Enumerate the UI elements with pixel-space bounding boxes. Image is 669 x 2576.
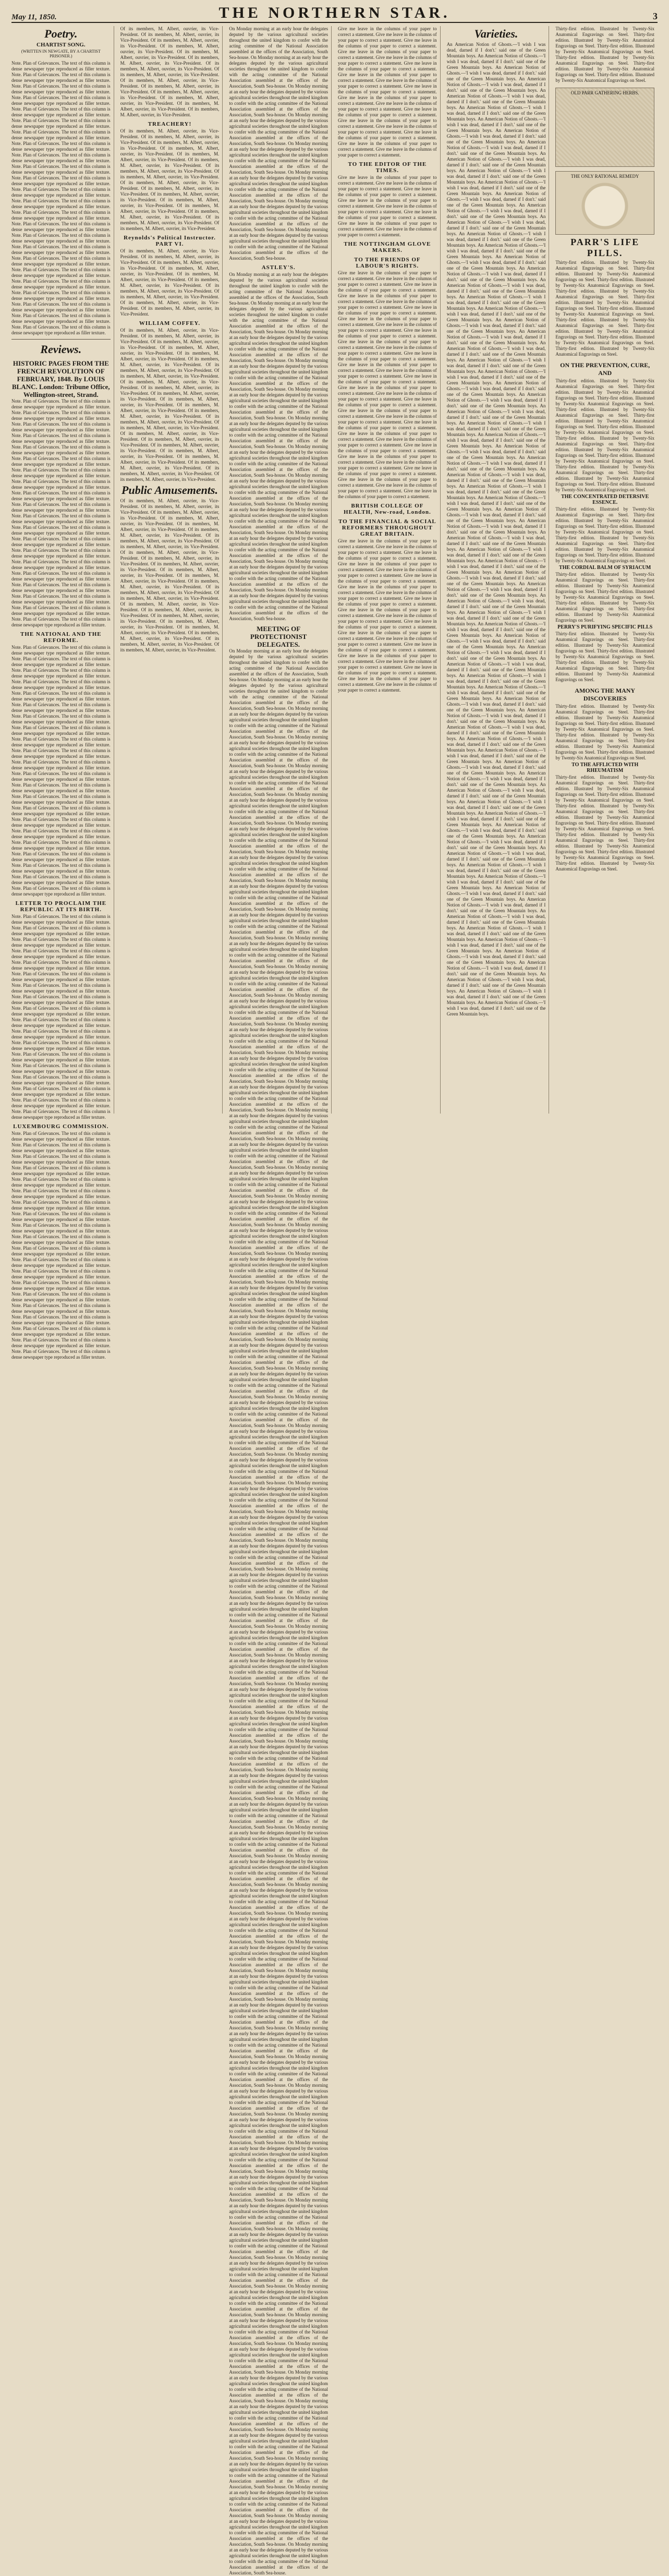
ad-title: AMONG THE MANY DISCOVERIES [575,687,636,702]
column-3 [229,26,332,2575]
ad-body: Thirty-first edition. Illustrated by Twenty-Six Anatomical Engravings on Steel. Thirty-first edition. Illustrated by Twenty-Six Anatomical Engravings on Steel. Thirty-first edition. Illustrated by Twenty-Six Anatomical Engravings on Steel. Thirty-first edition. Illustrated by Twenty-Six Anatomical Engravings on Steel. Thirty-first edition. Illustrated by Twenty-Six Anatomical Engravings on Steel. Thirty-first edition. Illustrated by Twenty-Six Anatomical Engravings on Steel. [555,704,655,760]
poem-subtitle: (WRITTEN IN NEWGATE, BY A CHARTIST PRISONER.) [21,49,101,58]
article-body: Of its members, M. Albert, ouvrier, its Vice-President. Of its members, M. Albert, ouvrier, its Vice-President. Of its members, M. Albert, ouvrier, its Vice-President. Of its members, M. Albert, ouvrier, its Vice-President. Of its members, M. Albert, ouvrier, its Vice-President. Of its members, M. Albert, ouvrier, its Vice-President. Of its members, M. Albert, ouvrier, its Vice-President. Of its members, M. Albert, ouvrier, its Vice-President. Of its members, M. Albert, ouvrier, its Vice-President. Of its members, M. Albert, ouvrier, its Vice-President. Of its members, M. Albert, ouvrier, its Vice-President. Of its members, M. Albert, ouvrier, its Vice-President. Of its members, M. Albert, ouvrier, its Vice-President. Of its members, M. Albert, ouvrier, its Vice-President. [120,26,220,117]
column-6 [555,26,658,1114]
article-body: Of its members, M. Albert, ouvrier, its Vice-President. Of its members, M. Albert, ouvrier, its Vice-President. Of its members, M. Albert, ouvrier, its Vice-President. Of its members, M. Albert, ouvrier, its Vice-President. Of its members, M. Albert, ouvrier, its Vice-President. Of its members, M. Albert, ouvrier, its Vice-President. Of its members, M. Albert, ouvrier, its Vice-President. Of its members, M. Albert, ouvrier, its Vice-President. Of its members, M. Albert, ouvrier, its Vice-President. Of its members, M. Albert, ouvrier, its Vice-President. Of its members, M. Albert, ouvrier, its Vice-President. Of its members, M. Albert, ouvrier, its Vice-President. Of its members, M. Albert, ouvrier, its Vice-President. Of its members, M. Albert, ouvrier, its Vice-President. Of its members, M. Albert, ouvrier, its Vice-President. Of its members, M. Albert, ouvrier, its Vice-President. [120,128,220,231]
ad-body: Thirty-first edition. Illustrated by Twenty-Six Anatomical Engravings on Steel. Thirty-first edition. Illustrated by Twenty-Six Anatomical Engravings on Steel. Thirty-first edition. Illustrated by Twenty-Six Anatomical Engravings on Steel. Thirty-first edition. Illustrated by Twenty-Six Anatomical Engravings on Steel. Thirty-first edition. Illustrated by Twenty-Six Anatomical Engravings on Steel. [555,631,655,682]
poetry-heading: Poetry. [44,27,78,40]
article-body: Note. Plan of Grievances. The text of this column is dense newspaper type reproduced as filler texture. Note. Plan of Grievances. The text of this column is dense newspaper type reproduced as filler texture. Note. Plan of Grievances. The text of this column is dense newspaper type reproduced as filler texture. Note. Plan of Grievances. The text of this column is dense newspaper type reproduced as filler texture. Note. Plan of Grievances. The text of this column is dense newspaper type reproduced as filler texture. Note. Plan of Grievances. The text of this column is dense newspaper type reproduced as filler texture. Note. Plan of Grievances. The text of this column is dense newspaper type reproduced as filler texture. Note. Plan of Grievances. The text of this column is dense newspaper type reproduced as filler texture. Note. Plan of Grievances. The text of this column is dense newspaper type reproduced as filler texture. Note. Plan of Grievances. The text of this column is dense newspaper type reproduced as filler texture. Note. Plan of Grievances. The text of this column is dense newspaper type reproduced as filler texture. Note. Plan of Grievances. The text of this column is dense newspaper type reproduced as filler texture. Note. Plan of Grievances. The text of this column is dense newspaper type reproduced as filler texture. Note. Plan of Grievances. The text of this column is dense newspaper type reproduced as filler texture. Note. Plan of Grievances. The text of this column is dense newspaper type reproduced as filler texture. Note. Plan of Grievances. The text of this column is dense newspaper type reproduced as filler texture. Note. Plan of Grievances. The text of this column is dense newspaper type reproduced as filler texture. Note. Plan of Grievances. The text of this column is dense newspaper type reproduced as filler texture. [11,914,111,1120]
ad-title: PERRY'S PURIFYING SPECIFIC PILLS [557,624,653,630]
article-body: Of its members, M. Albert, ouvrier, its Vice-President. Of its members, M. Albert, ouvrier, its Vice-President. Of its members, M. Albert, ouvrier, its Vice-President. Of its members, M. Albert, ouvrier, its Vice-President. Of its members, M. Albert, ouvrier, its Vice-President. Of its members, M. Albert, ouvrier, its Vice-President. Of its members, M. Albert, ouvrier, its Vice-President. Of its members, M. Albert, ouvrier, its Vice-President. Of its members, M. Albert, ouvrier, its Vice-President. Of its members, M. Albert, ouvrier, its Vice-President. Of its members, M. Albert, ouvrier, its Vice-President. Of its members, M. Albert, ouvrier, its Vice-President. Of its members, M. Albert, ouvrier, its Vice-President. Of its members, M. Albert, ouvrier, its Vice-President. Of its members, M. Albert, ouvrier, its Vice-President. Of its members, M. Albert, ouvrier, its Vice-President. Of its members, M. Albert, ouvrier, its Vice-President. Of its members, M. Albert, ouvrier, its Vice-President. Of its members, M. Albert, ouvrier, its Vice-President. Of its members, M. Albert, ouvrier, its Vice-President. Of its members, M. Albert, ouvrier, its Vice-President. Of its members, M. Albert, ouvrier, its Vice-President. Of its members, M. Albert, ouvrier, its Vice-President. Of its members, M. Albert, ouvrier, its Vice-President. [120,328,220,482]
column-4 [338,26,441,1114]
newspaper-title: THE NORTHERN STAR. [218,4,451,21]
article-body: Give me leave in the columns of your paper to correct a statement. Give me leave in the columns of your paper to correct a statement. Give me leave in the columns of your paper to correct a statement. Give me leave in the columns of your paper to correct a statement. Give me leave in the columns of your paper to correct a statement. Give me leave in the columns of your paper to correct a statement. Give me leave in the columns of your paper to correct a statement. Give me leave in the columns of your paper to correct a statement. Give me leave in the columns of your paper to correct a statement. Give me leave in the columns of your paper to correct a statement. Give me leave in the columns of your paper to correct a statement. Give me leave in the columns of your paper to correct a statement. Give me leave in the columns of your paper to correct a statement. Give me leave in the columns of your paper to correct a statement. Give me leave in the columns of your paper to correct a statement. Give me leave in the columns of your paper to correct a statement. Give me leave in the columns of your paper to correct a statement. Give me leave in the columns of your paper to correct a statement. Give me leave in the columns of your paper to correct a statement. Give me leave in the columns of your paper to correct a statement. [338,538,437,693]
article-body: On Monday morning at an early hour the delegates deputed by the various agricultural societies throughout the united kingdom to confer with the acting committee of the National Association assembled at the offices of the Association, South Sea-house. On Monday morning at an early hour the delegates deputed by the various agricultural societies throughout the united kingdom to confer with the acting committee of the National Association assembled at the offices of the Association, South Sea-house. On Monday morning at an early hour the delegates deputed by the various agricultural societies throughout the united kingdom to confer with the acting committee of the National Association assembled at the offices of the Association, South Sea-house. On Monday morning at an early hour the delegates deputed by the various agricultural societies throughout the united kingdom to confer with the acting committee of the National Association assembled at the offices of the Association, South Sea-house. On Monday morning at an early hour the delegates deputed by the various agricultural societies throughout the united kingdom to confer with the acting committee of the National Association assembled at the offices of the Association, South Sea-house. On Monday morning at an early hour the delegates deputed by the various agricultural societies throughout the united kingdom to confer with the acting committee of the National Association assembled at the offices of the Association, South Sea-house. On Monday morning at an early hour the delegates deputed by the various agricultural societies throughout the united kingdom to confer with the acting committee of the National Association assembled at the offices of the Association, South Sea-house. On Monday morning at an early hour the delegates deputed by the various agricultural societies throughout the united kingdom to confer with the acting committee of the National Association assembled at the offices of the Association, South Sea-house. On Monday morning at an early hour the delegates deputed by the various agricultural societies throughout the united kingdom to confer with the acting committee of the National Association assembled at the offices of the Association, South Sea-house. On Monday morning at an early hour the delegates deputed by the various agricultural societies throughout the united kingdom to confer with the acting committee of the National Association assembled at the offices of the Association, South Sea-house. On Monday morning at an early hour the delegates deputed by the various agricultural societies throughout the united kingdom to confer with the acting committee of the National Association assembled at the offices of the Association, South Sea-house. On Monday morning at an early hour the delegates deputed by the various agricultural societies throughout the united kingdom to confer with the acting committee of the National Association assembled at the offices of the Association, South Sea-house. On Monday morning at an early hour the delegates deputed by the various agricultural societies throughout the united kingdom to confer with the acting committee of the National Association assembled at the offices of the Association, South Sea-house. On Monday morning at an early hour the delegates deputed by the various agricultural societies throughout the united kingdom to confer with the acting committee of the National Association assembled at the offices of the Association, South Sea-house. On Monday morning at an early hour the delegates deputed by the various agricultural societies throughout the united kingdom to confer with the acting committee of the National Association assembled at the offices of the Association, South Sea-house. On Monday morning at an early hour the delegates deputed by the various agricultural societies throughout the united kingdom to confer with the acting committee of the National Association assembled at the offices of the Association, South Sea-house. On Monday morning at an early hour the delegates deputed by the various agricultural societies throughout the united kingdom to confer with the acting committee of the National Association assembled at the offices of the Association, South Sea-house. On Monday morning at an early hour the delegates deputed by the various agricultural societies throughout the united kingdom to confer with the acting committee of the National Association assembled at the offices of the Association, South Sea-house. On Monday morning at an early hour the delegates deputed by the various agricultural societies throughout the united kingdom to confer with the acting committee of the National Association assembled at the offices of the Association, South Sea-house. On Monday morning at an early hour the delegates deputed by the various agricultural societies throughout the united kingdom to confer with the acting committee of the National Association assembled at the offices of the Association, South Sea-house. On Monday morning at an early hour the delegates deputed by the various agricultural societies throughout the united kingdom to confer with the acting committee of the National Association assembled at the offices of the Association, South Sea-house. On Monday morning at an early hour the delegates deputed by the various agricultural societies throughout the united kingdom to confer with the acting committee of the National Association assembled at the offices of the Association, South Sea-house. On Monday morning at an early hour the delegates deputed by the various agricultural societies throughout the united kingdom to confer with the acting committee of the National Association assembled at the offices of the Association, South Sea-house. On Monday morning at an early hour the delegates deputed by the various agricultural societies throughout the united kingdom to confer with the acting committee of the National Association assembled at the offices of the Association, South Sea-house. On Monday morning at an early hour the delegates deputed by the various agricultural societies throughout the united kingdom to confer with the acting committee of the National Association assembled at the offices of the Association, South Sea-house. On Monday morning at an early hour the delegates deputed by the various agricultural societies throughout the united kingdom to confer with the acting committee of the National Association assembled at the offices of the Association, South Sea-house. On Monday morning at an early hour the delegates deputed by the various agricultural societies throughout the united kingdom to confer with the acting committee of the National Association assembled at the offices of the Association, South Sea-house. On Monday morning at an early hour the delegates deputed by the various agricultural societies throughout the united kingdom to confer with the acting committee of the National Association assembled at the offices of the Association, South Sea-house. On Monday morning at an early hour the delegates deputed by the various agricultural societies throughout the united kingdom to confer with the acting committee of the National Association assembled at the offices of the Association, South Sea-house. On Monday morning at an early hour the delegates deputed by the various agricultural societies throughout the united kingdom to confer with the acting committee of the National Association assembled at the offices of the Association, South Sea-house. On Monday morning at an early hour the delegates deputed by the various agricultural societies throughout the united kingdom to confer with the acting committee of the National Association assembled at the offices of the Association, South Sea-house. On Monday morning at an early hour the delegates deputed by the various agricultural societies throughout the united kingdom to confer with the acting committee of the National Association assembled at the offices of the Association, South Sea-house. On Monday morning at an early hour the delegates deputed by the various agricultural societies throughout the united kingdom to confer with the acting committee of the National Association assembled at the offices of the Association, South Sea-house. On Monday morning at an early hour the delegates deputed by the various agricultural societies throughout the united kingdom to confer with the acting committee of the National Association assembled at the offices of the Association, South Sea-house. On Monday morning at an early hour the delegates deputed by the various agricultural societies throughout the united kingdom to confer with the acting committee of the National Association assembled at the offices of the Association, South Sea-house. On Monday morning at an early hour the delegates deputed by the various agricultural societies throughout the united kingdom to confer with the acting committee of the National Association assembled at the offices of the Association, South Sea-house. On Monday morning at an early hour the delegates deputed by the various agricultural societies throughout the united kingdom to confer with the acting committee of the National Association assembled at the offices of the Association, South Sea-house. On Monday morning at an early hour the delegates deputed by the various agricultural societies throughout the united kingdom to confer with the acting committee of the National Association assembled at the offices of the Association, South Sea-house. On Monday morning at an early hour the delegates deputed by the various agricultural societies throughout the united kingdom to confer with the acting committee of the National Association assembled at the offices of the Association, South Sea-house. On Monday morning at an early hour the delegates deputed by the various agricultural societies throughout the united kingdom to confer with the acting committee of the National Association assembled at the offices of the Association, South Sea-house. On Monday morning at an early hour the delegates deputed by the various agricultural societies throughout the united kingdom to confer with the acting committee of the National Association assembled at the offices of the Association, South Sea-house. On Monday morning at an early hour the delegates deputed by the various agricultural societies throughout the united kingdom to confer with the acting committee of the National Association assembled at the offices of the Association, South Sea-house. On Monday morning at an early hour the delegates deputed by the various agricultural societies throughout the united kingdom to confer with the acting committee of the National Association assembled at the offices of the Association, South Sea-house. On Monday morning at an early hour the delegates deputed by the various agricultural societies throughout the united kingdom to confer with the acting committee of the National Association assembled at the offices of the Association, South Sea-house. On Monday morning at an early hour the delegates deputed by the various agricultural societies throughout the united kingdom to confer with the acting committee of the National Association assembled at the offices of the Association, South Sea-house. On Monday morning at an early hour the delegates deputed by the various agricultural societies throughout the united kingdom to confer with the acting committee of the National Association assembled at the offices of the Association, South Sea-house. On Monday morning at an early hour the delegates deputed by the various agricultural societies throughout the united kingdom to confer with the acting committee of the National Association assembled at the offices of the Association, South Sea-house. On Monday morning at an early hour the delegates deputed by the various agricultural societies throughout the united kingdom to confer with the acting committee of the National Association assembled at the offices of the Association, South Sea-house. On Monday morning at an early hour the delegates deputed by the various agricultural societies throughout the united kingdom to confer with the acting committee of the National Association assembled at the offices of the Association, South Sea-house. On Monday morning at an early hour the delegates deputed by the various agricultural societies throughout the united kingdom to confer with the acting committee of the National Association assembled at the offices of the Association, South Sea-house. On Monday morning at an early hour the delegates deputed by the various agricultural societies throughout the united kingdom to confer with the acting committee of the National Association assembled at the offices of the Association, South Sea-house. On Monday morning at an early hour the delegates deputed by the various agricultural societies throughout the united kingdom to confer with the acting committee of the National Association assembled at the offices of the Association, South Sea-house. On Monday morning at an early hour the delegates deputed by the various agricultural societies throughout the united kingdom to confer with the acting committee of the National Association assembled at the offices of the Association, South Sea-house. On Monday morning at an early hour the delegates deputed by the various agricultural societies throughout the united kingdom to confer with the acting committee of the National Association assembled at the offices of the Association, South Sea-house. On Monday morning at an early hour the delegates deputed by the various agricultural societies throughout the united kingdom to confer with the acting committee of the National Association assembled at the offices of the Association, South Sea-house. On Monday morning at an early hour the delegates deputed by the various agricultural societies throughout the united kingdom to confer with the acting committee of the National Association assembled at the offices of the Association, South Sea-house. On Monday morning at an early hour the delegates deputed by the various agricultural societies throughout the united kingdom to confer with the acting committee of the National Association assembled at the offices of the Association, South Sea-house. On Monday morning at an early hour the delegates deputed by the various agricultural societies throughout the united kingdom to confer with the acting committee of the National Association assembled at the offices of the Association, South Sea-house. On Monday morning at an early hour the delegates deputed by the various agricultural societies throughout the united kingdom to confer with the acting committee of the National Association assembled at the offices of the Association, South Sea-house. On Monday morning at an early hour the delegates deputed by the various agricultural societies throughout the united kingdom to confer with the acting committee of the National Association assembled at the offices of the Association, South Sea-house. On Monday morning at an early hour the delegates deputed by the various agricultural societies throughout the united kingdom to confer with the acting committee of the National Association assembled at the offices of the Association, South Sea-house. On Monday morning at an early hour the delegates deputed by the various agricultural societies throughout the united kingdom to confer with the acting committee of the National Association assembled at the offices of the Association, South Sea-house. On Monday morning at an early hour the delegates deputed by the various agricultural societies throughout the united kingdom to confer with the acting committee of the National Association assembled at the offices of the Association, South Sea-house. On Monday morning at an early hour the delegates deputed by the various agricultural societies throughout the united kingdom to confer with the acting committee of the National Association assembled at the offices of the Association, South Sea-house. On Monday morning at an early hour the delegates deputed by the various agricultural societies throughout the united kingdom to confer with the acting committee of the National Association assembled at the offices of the Association, South Sea-house. On Monday morning at an early hour the delegates deputed by the various agricultural societies throughout the united kingdom to confer with the acting committee of the National Association assembled at the offices of the Association, South Sea-house. On Monday morning at an early hour the delegates deputed by the various agricultural societies throughout the united kingdom to confer with the acting committee of the National Association assembled at the offices of the Association, South Sea-house. [229,648,329,2575]
article-body: On Monday morning at an early hour the delegates deputed by the various agricultural societies throughout the united kingdom to confer with the acting committee of the National Association assembled at the offices of the Association, South Sea-house. On Monday morning at an early hour the delegates deputed by the various agricultural societies throughout the united kingdom to confer with the acting committee of the National Association assembled at the offices of the Association, South Sea-house. On Monday morning at an early hour the delegates deputed by the various agricultural societies throughout the united kingdom to confer with the acting committee of the National Association assembled at the offices of the Association, South Sea-house. On Monday morning at an early hour the delegates deputed by the various agricultural societies throughout the united kingdom to confer with the acting committee of the National Association assembled at the offices of the Association, South Sea-house. On Monday morning at an early hour the delegates deputed by the various agricultural societies throughout the united kingdom to confer with the acting committee of the National Association assembled at the offices of the Association, South Sea-house. On Monday morning at an early hour the delegates deputed by the various agricultural societies throughout the united kingdom to confer with the acting committee of the National Association assembled at the offices of the Association, South Sea-house. On Monday morning at an early hour the delegates deputed by the various agricultural societies throughout the united kingdom to confer with the acting committee of the National Association assembled at the offices of the Association, South Sea-house. On Monday morning at an early hour the delegates deputed by the various agricultural societies throughout the united kingdom to confer with the acting committee of the National Association assembled at the offices of the Association, South Sea-house. On Monday morning at an early hour the delegates deputed by the various agricultural societies throughout the united kingdom to confer with the acting committee of the National Association assembled at the offices of the Association, South Sea-house. On Monday morning at an early hour the delegates deputed by the various agricultural societies throughout the united kingdom to confer with the acting committee of the National Association assembled at the offices of the Association, South Sea-house. On Monday morning at an early hour the delegates deputed by the various agricultural societies throughout the united kingdom to confer with the acting committee of the National Association assembled at the offices of the Association, South Sea-house. On Monday morning at an early hour the delegates deputed by the various agricultural societies throughout the united kingdom to confer with the acting committee of the National Association assembled at the offices of the Association, South Sea-house. [229,272,329,621]
article-body: Note. Plan of Grievances. The text of this column is dense newspaper type reproduced as filler texture. Note. Plan of Grievances. The text of this column is dense newspaper type reproduced as filler texture. Note. Plan of Grievances. The text of this column is dense newspaper type reproduced as filler texture. Note. Plan of Grievances. The text of this column is dense newspaper type reproduced as filler texture. Note. Plan of Grievances. The text of this column is dense newspaper type reproduced as filler texture. Note. Plan of Grievances. The text of this column is dense newspaper type reproduced as filler texture. Note. Plan of Grievances. The text of this column is dense newspaper type reproduced as filler texture. Note. Plan of Grievances. The text of this column is dense newspaper type reproduced as filler texture. Note. Plan of Grievances. The text of this column is dense newspaper type reproduced as filler texture. Note. Plan of Grievances. The text of this column is dense newspaper type reproduced as filler texture. Note. Plan of Grievances. The text of this column is dense newspaper type reproduced as filler texture. Note. Plan of Grievances. The text of this column is dense newspaper type reproduced as filler texture. Note. Plan of Grievances. The text of this column is dense newspaper type reproduced as filler texture. Note. Plan of Grievances. The text of this column is dense newspaper type reproduced as filler texture. Note. Plan of Grievances. The text of this column is dense newspaper type reproduced as filler texture. Note. Plan of Grievances. The text of this column is dense newspaper type reproduced as filler texture. Note. Plan of Grievances. The text of this column is dense newspaper type reproduced as filler texture. Note. Plan of Grievances. The text of this column is dense newspaper type reproduced as filler texture. Note. Plan of Grievances. The text of this column is dense newspaper type reproduced as filler texture. Note. Plan of Grievances. The text of this column is dense newspaper type reproduced as filler texture. [11,1131,111,1360]
illustration-caption: OLD PARR GATHERING HERBS. [570,90,639,95]
woodcut-illustration [555,88,654,167]
amusements-heading: Public Amusements. [121,483,218,497]
ad-body: Thirty-first edition. Illustrated by Twenty-Six Anatomical Engravings on Steel. Thirty-first edition. Illustrated by Twenty-Six Anatomical Engravings on Steel. Thirty-first edition. Illustrated by Twenty-Six Anatomical Engravings on Steel. Thirty-first edition. Illustrated by Twenty-Six Anatomical Engravings on Steel. Thirty-first edition. Illustrated by Twenty-Six Anatomical Engravings on Steel. [555,572,655,623]
column-1 [11,26,114,1360]
masthead [11,4,658,23]
article-headline: MEETING OF PROTECTIONIST DELEGATES. [250,625,307,648]
ad-body: Thirty-first edition. Illustrated by Twenty-Six Anatomical Engravings on Steel. Thirty-first edition. Illustrated by Twenty-Six Anatomical Engravings on Steel. Thirty-first edition. Illustrated by Twenty-Six Anatomical Engravings on Steel. Thirty-first edition. Illustrated by Twenty-Six Anatomical Engravings on Steel. Thirty-first edition. Illustrated by Twenty-Six Anatomical Engravings on Steel. Thirty-first edition. Illustrated by Twenty-Six Anatomical Engravings on Steel. Thirty-first edition. Illustrated by Twenty-Six Anatomical Engravings on Steel. Thirty-first edition. Illustrated by Twenty-Six Anatomical Engravings on Steel. Thirty-first edition. Illustrated by Twenty-Six Anatomical Engravings on Steel. Thirty-first edition. Illustrated by Twenty-Six Anatomical Engravings on Steel. [555,260,655,357]
ad-title: TO THE AFFLICTED WITH RHEUMATISM [571,762,639,773]
article-body: Give me leave in the columns of your paper to correct a statement. Give me leave in the columns of your paper to correct a statement. Give me leave in the columns of your paper to correct a statement. Give me leave in the columns of your paper to correct a statement. Give me leave in the columns of your paper to correct a statement. Give me leave in the columns of your paper to correct a statement. Give me leave in the columns of your paper to correct a statement. Give me leave in the columns of your paper to correct a statement. Give me leave in the columns of your paper to correct a statement. Give me leave in the columns of your paper to correct a statement. Give me leave in the columns of your paper to correct a statement. Give me leave in the columns of your paper to correct a statement. Give me leave in the columns of your paper to correct a statement. Give me leave in the columns of your paper to correct a statement. Give me leave in the columns of your paper to correct a statement. Give me leave in the columns of your paper to correct a statement. Give me leave in the columns of your paper to correct a statement. [338,26,437,158]
divider [11,339,111,340]
subhead: TO THE FRIENDS OF LABOUR'S RIGHTS. [354,257,421,269]
subhead: THE NOTTINGHAM GLOVE MAKERS. [344,241,431,253]
review-body: Note. Plan of Grievances. The text of this column is dense newspaper type reproduced as filler texture. Note. Plan of Grievances. The text of this column is dense newspaper type reproduced as filler texture. Note. Plan of Grievances. The text of this column is dense newspaper type reproduced as filler texture. Note. Plan of Grievances. The text of this column is dense newspaper type reproduced as filler texture. Note. Plan of Grievances. The text of this column is dense newspaper type reproduced as filler texture. Note. Plan of Grievances. The text of this column is dense newspaper type reproduced as filler texture. Note. Plan of Grievances. The text of this column is dense newspaper type reproduced as filler texture. Note. Plan of Grievances. The text of this column is dense newspaper type reproduced as filler texture. Note. Plan of Grievances. The text of this column is dense newspaper type reproduced as filler texture. Note. Plan of Grievances. The text of this column is dense newspaper type reproduced as filler texture. Note. Plan of Grievances. The text of this column is dense newspaper type reproduced as filler texture. Note. Plan of Grievances. The text of this column is dense newspaper type reproduced as filler texture. Note. Plan of Grievances. The text of this column is dense newspaper type reproduced as filler texture. Note. Plan of Grievances. The text of this column is dense newspaper type reproduced as filler texture. Note. Plan of Grievances. The text of this column is dense newspaper type reproduced as filler texture. Note. Plan of Grievances. The text of this column is dense newspaper type reproduced as filler texture. Note. Plan of Grievances. The text of this column is dense newspaper type reproduced as filler texture. Note. Plan of Grievances. The text of this column is dense newspaper type reproduced as filler texture. Note. Plan of Grievances. The text of this column is dense newspaper type reproduced as filler texture. Note. Plan of Grievances. The text of this column is dense newspaper type reproduced as filler texture. [11,398,111,627]
subhead: TREACHERY! [148,121,192,127]
ad-body: Thirty-first edition. Illustrated by Twenty-Six Anatomical Engravings on Steel. Thirty-first edition. Illustrated by Twenty-Six Anatomical Engravings on Steel. Thirty-first edition. Illustrated by Twenty-Six Anatomical Engravings on Steel. Thirty-first edition. Illustrated by Twenty-Six Anatomical Engravings on Steel. Thirty-first edition. Illustrated by Twenty-Six Anatomical Engravings on Steel. Thirty-first edition. Illustrated by Twenty-Six Anatomical Engravings on Steel. Thirty-first edition. Illustrated by Twenty-Six Anatomical Engravings on Steel. Thirty-first edition. Illustrated by Twenty-Six Anatomical Engravings on Steel. Thirty-first edition. Illustrated by Twenty-Six Anatomical Engravings on Steel. Thirty-first edition. Illustrated by Twenty-Six Anatomical Engravings on Steel. Thirty-first edition. Illustrated by Twenty-Six Anatomical Engravings on Steel. Thirty-first edition. Illustrated by Twenty-Six Anatomical Engravings on Steel. [555,378,655,492]
illustration-caption: THE ONLY RATIONAL REMEDY [570,174,639,179]
article-body: Give me leave in the columns of your paper to correct a statement. Give me leave in the columns of your paper to correct a statement. Give me leave in the columns of your paper to correct a statement. Give me leave in the columns of your paper to correct a statement. Give me leave in the columns of your paper to correct a statement. Give me leave in the columns of your paper to correct a statement. Give me leave in the columns of your paper to correct a statement. Give me leave in the columns of your paper to correct a statement. [338,175,437,237]
varieties-heading: Varieties. [474,27,518,40]
subhead: ASTLEY'S. [261,264,296,271]
column-5 [447,26,550,1114]
pill-box-illustration [555,171,654,235]
subhead: WILLIAM COFFEY. [139,320,201,326]
article-body: Of its members, M. Albert, ouvrier, its Vice-President. Of its members, M. Albert, ouvrier, its Vice-President. Of its members, M. Albert, ouvrier, its Vice-President. Of its members, M. Albert, ouvrier, its Vice-President. Of its members, M. Albert, ouvrier, its Vice-President. Of its members, M. Albert, ouvrier, its Vice-President. Of its members, M. Albert, ouvrier, its Vice-President. Of its members, M. Albert, ouvrier, its Vice-President. Of its members, M. Albert, ouvrier, its Vice-President. Of its members, M. Albert, ouvrier, its Vice-President. Of its members, M. Albert, ouvrier, its Vice-President. Of its members, M. Albert, ouvrier, its Vice-President. Of its members, M. Albert, ouvrier, its Vice-President. Of its members, M. Albert, ouvrier, its Vice-President. Of its members, M. Albert, ouvrier, its Vice-President. Of its members, M. Albert, ouvrier, its Vice-President. Of its members, M. Albert, ouvrier, its Vice-President. Of its members, M. Albert, ouvrier, its Vice-President. Of its members, M. Albert, ouvrier, its Vice-President. Of its members, M. Albert, ouvrier, its Vice-President. Of its members, M. Albert, ouvrier, its Vice-President. Of its members, M. Albert, ouvrier, its Vice-President. Of its members, M. Albert, ouvrier, its Vice-President. Of its members, M. Albert, ouvrier, its Vice-President. [120,498,220,652]
article-body: Note. Plan of Grievances. The text of this column is dense newspaper type reproduced as filler texture. Note. Plan of Grievances. The text of this column is dense newspaper type reproduced as filler texture. Note. Plan of Grievances. The text of this column is dense newspaper type reproduced as filler texture. Note. Plan of Grievances. The text of this column is dense newspaper type reproduced as filler texture. Note. Plan of Grievances. The text of this column is dense newspaper type reproduced as filler texture. Note. Plan of Grievances. The text of this column is dense newspaper type reproduced as filler texture. Note. Plan of Grievances. The text of this column is dense newspaper type reproduced as filler texture. Note. Plan of Grievances. The text of this column is dense newspaper type reproduced as filler texture. Note. Plan of Grievances. The text of this column is dense newspaper type reproduced as filler texture. Note. Plan of Grievances. The text of this column is dense newspaper type reproduced as filler texture. Note. Plan of Grievances. The text of this column is dense newspaper type reproduced as filler texture. Note. Plan of Grievances. The text of this column is dense newspaper type reproduced as filler texture. Note. Plan of Grievances. The text of this column is dense newspaper type reproduced as filler texture. Note. Plan of Grievances. The text of this column is dense newspaper type reproduced as filler texture. Note. Plan of Grievances. The text of this column is dense newspaper type reproduced as filler texture. Note. Plan of Grievances. The text of this column is dense newspaper type reproduced as filler texture. Note. Plan of Grievances. The text of this column is dense newspaper type reproduced as filler texture. Note. Plan of Grievances. The text of this column is dense newspaper type reproduced as filler texture. Note. Plan of Grievances. The text of this column is dense newspaper type reproduced as filler texture. Note. Plan of Grievances. The text of this column is dense newspaper type reproduced as filler texture. Note. Plan of Grievances. The text of this column is dense newspaper type reproduced as filler texture. Note. Plan of Grievances. The text of this column is dense newspaper type reproduced as filler texture. [11,645,111,897]
subhead: Reynolds's Political Instructor. PART VI. [124,235,216,247]
ad-body: Thirty-first edition. Illustrated by Twenty-Six Anatomical Engravings on Steel. Thirty-first edition. Illustrated by Twenty-Six Anatomical Engravings on Steel. Thirty-first edition. Illustrated by Twenty-Six Anatomical Engravings on Steel. Thirty-first edition. Illustrated by Twenty-Six Anatomical Engravings on Steel. Thirty-first edition. Illustrated by Twenty-Six Anatomical Engravings on Steel. Thirty-first edition. Illustrated by Twenty-Six Anatomical Engravings on Steel. [555,506,655,563]
article-body: Thirty-first edition. Illustrated by Twenty-Six Anatomical Engravings on Steel. Thirty-first edition. Illustrated by Twenty-Six Anatomical Engravings on Steel. Thirty-first edition. Illustrated by Twenty-Six Anatomical Engravings on Steel. Thirty-first edition. Illustrated by Twenty-Six Anatomical Engravings on Steel. Thirty-first edition. Illustrated by Twenty-Six Anatomical Engravings on Steel. Thirty-first edition. Illustrated by Twenty-Six Anatomical Engravings on Steel. [555,26,655,83]
ad-body: Thirty-first edition. Illustrated by Twenty-Six Anatomical Engravings on Steel. Thirty-first edition. Illustrated by Twenty-Six Anatomical Engravings on Steel. Thirty-first edition. Illustrated by Twenty-Six Anatomical Engravings on Steel. Thirty-first edition. Illustrated by Twenty-Six Anatomical Engravings on Steel. Thirty-first edition. Illustrated by Twenty-Six Anatomical Engravings on Steel. Thirty-first edition. Illustrated by Twenty-Six Anatomical Engravings on Steel. Thirty-first edition. Illustrated by Twenty-Six Anatomical Engravings on Steel. Thirty-first edition. Illustrated by Twenty-Six Anatomical Engravings on Steel. Thirty-first edition. Illustrated by Twenty-Six Anatomical Engravings on Steel. Thirty-first edition. Illustrated by Twenty-Six Anatomical Engravings on Steel. [555,775,655,872]
subhead: BRITISH COLLEGE OF HEALTH, New-road, London. [343,503,431,515]
subhead: TO THE EDITOR OF THE TIMES. [348,161,427,174]
article-body: On Monday morning at an early hour the delegates deputed by the various agricultural societies throughout the united kingdom to confer with the acting committee of the National Association assembled at the offices of the Association, South Sea-house. On Monday morning at an early hour the delegates deputed by the various agricultural societies throughout the united kingdom to confer with the acting committee of the National Association assembled at the offices of the Association, South Sea-house. On Monday morning at an early hour the delegates deputed by the various agricultural societies throughout the united kingdom to confer with the acting committee of the National Association assembled at the offices of the Association, South Sea-house. On Monday morning at an early hour the delegates deputed by the various agricultural societies throughout the united kingdom to confer with the acting committee of the National Association assembled at the offices of the Association, South Sea-house. On Monday morning at an early hour the delegates deputed by the various agricultural societies throughout the united kingdom to confer with the acting committee of the National Association assembled at the offices of the Association, South Sea-house. On Monday morning at an early hour the delegates deputed by the various agricultural societies throughout the united kingdom to confer with the acting committee of the National Association assembled at the offices of the Association, South Sea-house. On Monday morning at an early hour the delegates deputed by the various agricultural societies throughout the united kingdom to confer with the acting committee of the National Association assembled at the offices of the Association, South Sea-house. On Monday morning at an early hour the delegates deputed by the various agricultural societies throughout the united kingdom to confer with the acting committee of the National Association assembled at the offices of the Association, South Sea-house. [229,26,329,261]
review-title: HISTORIC PAGES FROM THE FRENCH REVOLUTION OF FEBRUARY, 1848. By LOUIS BLANC. London: Tribune Office, Wellington-street, Strand. [11,359,110,398]
poem-body: Note. Plan of Grievances. The text of this column is dense newspaper type reproduced as filler texture. Note. Plan of Grievances. The text of this column is dense newspaper type reproduced as filler texture. Note. Plan of Grievances. The text of this column is dense newspaper type reproduced as filler texture. Note. Plan of Grievances. The text of this column is dense newspaper type reproduced as filler texture. Note. Plan of Grievances. The text of this column is dense newspaper type reproduced as filler texture. Note. Plan of Grievances. The text of this column is dense newspaper type reproduced as filler texture. Note. Plan of Grievances. The text of this column is dense newspaper type reproduced as filler texture. Note. Plan of Grievances. The text of this column is dense newspaper type reproduced as filler texture. Note. Plan of Grievances. The text of this column is dense newspaper type reproduced as filler texture. Note. Plan of Grievances. The text of this column is dense newspaper type reproduced as filler texture. Note. Plan of Grievances. The text of this column is dense newspaper type reproduced as filler texture. Note. Plan of Grievances. The text of this column is dense newspaper type reproduced as filler texture. Note. Plan of Grievances. The text of this column is dense newspaper type reproduced as filler texture. Note. Plan of Grievances. The text of this column is dense newspaper type reproduced as filler texture. Note. Plan of Grievances. The text of this column is dense newspaper type reproduced as filler texture. Note. Plan of Grievances. The text of this column is dense newspaper type reproduced as filler texture. Note. Plan of Grievances. The text of this column is dense newspaper type reproduced as filler texture. Note. Plan of Grievances. The text of this column is dense newspaper type reproduced as filler texture. Note. Plan of Grievances. The text of this column is dense newspaper type reproduced as filler texture. Note. Plan of Grievances. The text of this column is dense newspaper type reproduced as filler texture. Note. Plan of Grievances. The text of this column is dense newspaper type reproduced as filler texture. Note. Plan of Grievances. The text of this column is dense newspaper type reproduced as filler texture. Note. Plan of Grievances. The text of this column is dense newspaper type reproduced as filler texture. Note. Plan of Grievances. The text of this column is dense newspaper type reproduced as filler texture. [11,61,111,335]
ad-title: PARR'S LIFE PILLS. [570,237,640,258]
subhead: LETTER TO PROCLAIM THE REPUBLIC AT ITS BIRTH. [15,900,107,913]
ad-title: ON THE PREVENTION, CURE, AND [560,361,650,377]
columns [11,26,658,2575]
poem-title: CHARTIST SONG. [37,42,86,48]
ad-title: THE CONCENTRATED DETERSIVE ESSENCE. [561,494,649,505]
page-number: 3 [653,11,658,21]
subhead: LUXEMBOURG COMMISSION. [13,1123,109,1130]
column-2 [120,26,223,1114]
issue-date: May 11, 1850. [11,13,57,21]
article-body: Of its members, M. Albert, ouvrier, its Vice-President. Of its members, M. Albert, ouvrier, its Vice-President. Of its members, M. Albert, ouvrier, its Vice-President. Of its members, M. Albert, ouvrier, its Vice-President. Of its members, M. Albert, ouvrier, its Vice-President. Of its members, M. Albert, ouvrier, its Vice-President. Of its members, M. Albert, ouvrier, its Vice-President. Of its members, M. Albert, ouvrier, its Vice-President. Of its members, M. Albert, ouvrier, its Vice-President. Of its members, M. Albert, ouvrier, its Vice-President. [120,248,220,317]
subhead: THE NATIONAL AND THE REFORME. [20,631,102,644]
article-body: An American Notion of Ghosts.—'I wish I was dead, darned if I don't.' said one of the Green Mountain boys. An American Notion of Ghosts.—'I wish I was dead, darned if I don't.' said one of the Green Mountain boys. An American Notion of Ghosts.—'I wish I was dead, darned if I don't.' said one of the Green Mountain boys. An American Notion of Ghosts.—'I wish I was dead, darned if I don't.' said one of the Green Mountain boys. An American Notion of Ghosts.—'I wish I was dead, darned if I don't.' said one of the Green Mountain boys. An American Notion of Ghosts.—'I wish I was dead, darned if I don't.' said one of the Green Mountain boys. An American Notion of Ghosts.—'I wish I was dead, darned if I don't.' said one of the Green Mountain boys. An American Notion of Ghosts.—'I wish I was dead, darned if I don't.' said one of the Green Mountain boys. An American Notion of Ghosts.—'I wish I was dead, darned if I don't.' said one of the Green Mountain boys. An American Notion of Ghosts.—'I wish I was dead, darned if I don't.' said one of the Green Mountain boys. An American Notion of Ghosts.—'I wish I was dead, darned if I don't.' said one of the Green Mountain boys. An American Notion of Ghosts.—'I wish I was dead, darned if I don't.' said one of the Green Mountain boys. An American Notion of Ghosts.—'I wish I was dead, darned if I don't.' said one of the Green Mountain boys. An American Notion of Ghosts.—'I wish I was dead, darned if I don't.' said one of the Green Mountain boys. An American Notion of Ghosts.—'I wish I was dead, darned if I don't.' said one of the Green Mountain boys. An American Notion of Ghosts.—'I wish I was dead, darned if I don't.' said one of the Green Mountain boys. An American Notion of Ghosts.—'I wish I was dead, darned if I don't.' said one of the Green Mountain boys. An American Notion of Ghosts.—'I wish I was dead, darned if I don't.' said one of the Green Mountain boys. An American Notion of Ghosts.—'I wish I was dead, darned if I don't.' said one of the Green Mountain boys. An American Notion of Ghosts.—'I wish I was dead, darned if I don't.' said one of the Green Mountain boys. An American Notion of Ghosts.—'I wish I was dead, darned if I don't.' said one of the Green Mountain boys. An American Notion of Ghosts.—'I wish I was dead, darned if I don't.' said one of the Green Mountain boys. An American Notion of Ghosts.—'I wish I was dead, darned if I don't.' said one of the Green Mountain boys. An American Notion of Ghosts.—'I wish I was dead, darned if I don't.' said one of the Green Mountain boys. An American Notion of Ghosts.—'I wish I was dead, darned if I don't.' said one of the Green Mountain boys. An American Notion of Ghosts.—'I wish I was dead, darned if I don't.' said one of the Green Mountain boys. An American Notion of Ghosts.—'I wish I was dead, darned if I don't.' said one of the Green Mountain boys. An American Notion of Ghosts.—'I wish I was dead, darned if I don't.' said one of the Green Mountain boys. An American Notion of Ghosts.—'I wish I was dead, darned if I don't.' said one of the Green Mountain boys. An American Notion of Ghosts.—'I wish I was dead, darned if I don't.' said one of the Green Mountain boys. An American Notion of Ghosts.—'I wish I was dead, darned if I don't.' said one of the Green Mountain boys. An American Notion of Ghosts.—'I wish I was dead, darned if I don't.' said one of the Green Mountain boys. An American Notion of Ghosts.—'I wish I was dead, darned if I don't.' said one of the Green Mountain boys. An American Notion of Ghosts.—'I wish I was dead, darned if I don't.' said one of the Green Mountain boys. An American Notion of Ghosts.—'I wish I was dead, darned if I don't.' said one of the Green Mountain boys. An American Notion of Ghosts.—'I wish I was dead, darned if I don't.' said one of the Green Mountain boys. An American Notion of Ghosts.—'I wish I was dead, darned if I don't.' said one of the Green Mountain boys. An American Notion of Ghosts.—'I wish I was dead, darned if I don't.' said one of the Green Mountain boys. An American Notion of Ghosts.—'I wish I was dead, darned if I don't.' said one of the Green Mountain boys. An American Notion of Ghosts.—'I wish I was dead, darned if I don't.' said one of the Green Mountain boys. An American Notion of Ghosts.—'I wish I was dead, darned if I don't.' said one of the Green Mountain boys. An American Notion of Ghosts.—'I wish I was dead, darned if I don't.' said one of the Green Mountain boys. An American Notion of Ghosts.—'I wish I was dead, darned if I don't.' said one of the Green Mountain boys. An American Notion of Ghosts.—'I wish I was dead, darned if I don't.' said one of the Green Mountain boys. An American Notion of Ghosts.—'I wish I was dead, darned if I don't.' said one of the Green Mountain boys. An American Notion of Ghosts.—'I wish I was dead, darned if I don't.' said one of the Green Mountain boys. An American Notion of Ghosts.—'I wish I was dead, darned if I don't.' said one of the Green Mountain boys. An American Notion of Ghosts.—'I wish I was dead, darned if I don't.' said one of the Green Mountain boys. An American Notion of Ghosts.—'I wish I was dead, darned if I don't.' said one of the Green Mountain boys. An American Notion of Ghosts.—'I wish I was dead, darned if I don't.' said one of the Green Mountain boys. An American Notion of Ghosts.—'I wish I was dead, darned if I don't.' said one of the Green Mountain boys. An American Notion of Ghosts.—'I wish I was dead, darned if I don't.' said one of the Green Mountain boys. An American Notion of Ghosts.—'I wish I was dead, darned if I don't.' said one of the Green Mountain boys. An American Notion of Ghosts.—'I wish I was dead, darned if I don't.' said one of the Green Mountain boys. An American Notion of Ghosts.—'I wish I was dead, darned if I don't.' said one of the Green Mountain boys. An American Notion of Ghosts.—'I wish I was dead, darned if I don't.' said one of the Green Mountain boys. An American Notion of Ghosts.—'I wish I was dead, darned if I don't.' said one of the Green Mountain boys. An American Notion of Ghosts.—'I wish I was dead, darned if I don't.' said one of the Green Mountain boys. An American Notion of Ghosts.—'I wish I was dead, darned if I don't.' said one of the Green Mountain boys. An American Notion of Ghosts.—'I wish I was dead, darned if I don't.' said one of the Green Mountain boys. An American Notion of Ghosts.—'I wish I was dead, darned if I don't.' said one of the Green Mountain boys. An American Notion of Ghosts.—'I wish I was dead, darned if I don't.' said one of the Green Mountain boys. An American Notion of Ghosts.—'I wish I was dead, darned if I don't.' said one of the Green Mountain boys. An American Notion of Ghosts.—'I wish I was dead, darned if I don't.' said one of the Green Mountain boys. An American Notion of Ghosts.—'I wish I was dead, darned if I don't.' said one of the Green Mountain boys. An American Notion of Ghosts.—'I wish I was dead, darned if I don't.' said one of the Green Mountain boys. An American Notion of Ghosts.—'I wish I was dead, darned if I don't.' said one of the Green Mountain boys. An American Notion of Ghosts.—'I wish I was dead, darned if I don't.' said one of the Green Mountain boys. An American Notion of Ghosts.—'I wish I was dead, darned if I don't.' said one of the Green Mountain boys. An American Notion of Ghosts.—'I wish I was dead, darned if I don't.' said one of the Green Mountain boys. An American Notion of Ghosts.—'I wish I was dead, darned if I don't.' said one of the Green Mountain boys. An American Notion of Ghosts.—'I wish I was dead, darned if I don't.' said one of the Green Mountain boys. An American Notion of Ghosts.—'I wish I was dead, darned if I don't.' said one of the Green Mountain boys. An American Notion of Ghosts.—'I wish I was dead, darned if I don't.' said one of the Green Mountain boys. An American Notion of Ghosts.—'I wish I was dead, darned if I don't.' said one of the Green Mountain boys. An American Notion of Ghosts.—'I wish I was dead, darned if I don't.' said one of the Green Mountain boys. An American Notion of Ghosts.—'I wish I was dead, darned if I don't.' said one of the Green Mountain boys. [446,42,546,1017]
article-body: Give me leave in the columns of your paper to correct a statement. Give me leave in the columns of your paper to correct a statement. Give me leave in the columns of your paper to correct a statement. Give me leave in the columns of your paper to correct a statement. Give me leave in the columns of your paper to correct a statement. Give me leave in the columns of your paper to correct a statement. Give me leave in the columns of your paper to correct a statement. Give me leave in the columns of your paper to correct a statement. Give me leave in the columns of your paper to correct a statement. Give me leave in the columns of your paper to correct a statement. Give me leave in the columns of your paper to correct a statement. Give me leave in the columns of your paper to correct a statement. Give me leave in the columns of your paper to correct a statement. Give me leave in the columns of your paper to correct a statement. Give me leave in the columns of your paper to correct a statement. Give me leave in the columns of your paper to correct a statement. Give me leave in the columns of your paper to correct a statement. Give me leave in the columns of your paper to correct a statement. Give me leave in the columns of your paper to correct a statement. Give me leave in the columns of your paper to correct a statement. Give me leave in the columns of your paper to correct a statement. Give me leave in the columns of your paper to correct a statement. Give me leave in the columns of your paper to correct a statement. Give me leave in the columns of your paper to correct a statement. Give me leave in the columns of your paper to correct a statement. Give me leave in the columns of your paper to correct a statement. Give me leave in the columns of your paper to correct a statement. Give me leave in the columns of your paper to correct a statement. Give me leave in the columns of your paper to correct a statement. Give me leave in the columns of your paper to correct a statement. [338,270,437,499]
ad-title: THE CORDIAL BALM OF SYRIACUM [559,565,651,571]
reviews-heading: Reviews. [40,343,82,356]
subhead: TO THE FINANCIAL & SOCIAL REFORMERS THROUGHOUT GREAT BRITAIN. [338,518,436,537]
